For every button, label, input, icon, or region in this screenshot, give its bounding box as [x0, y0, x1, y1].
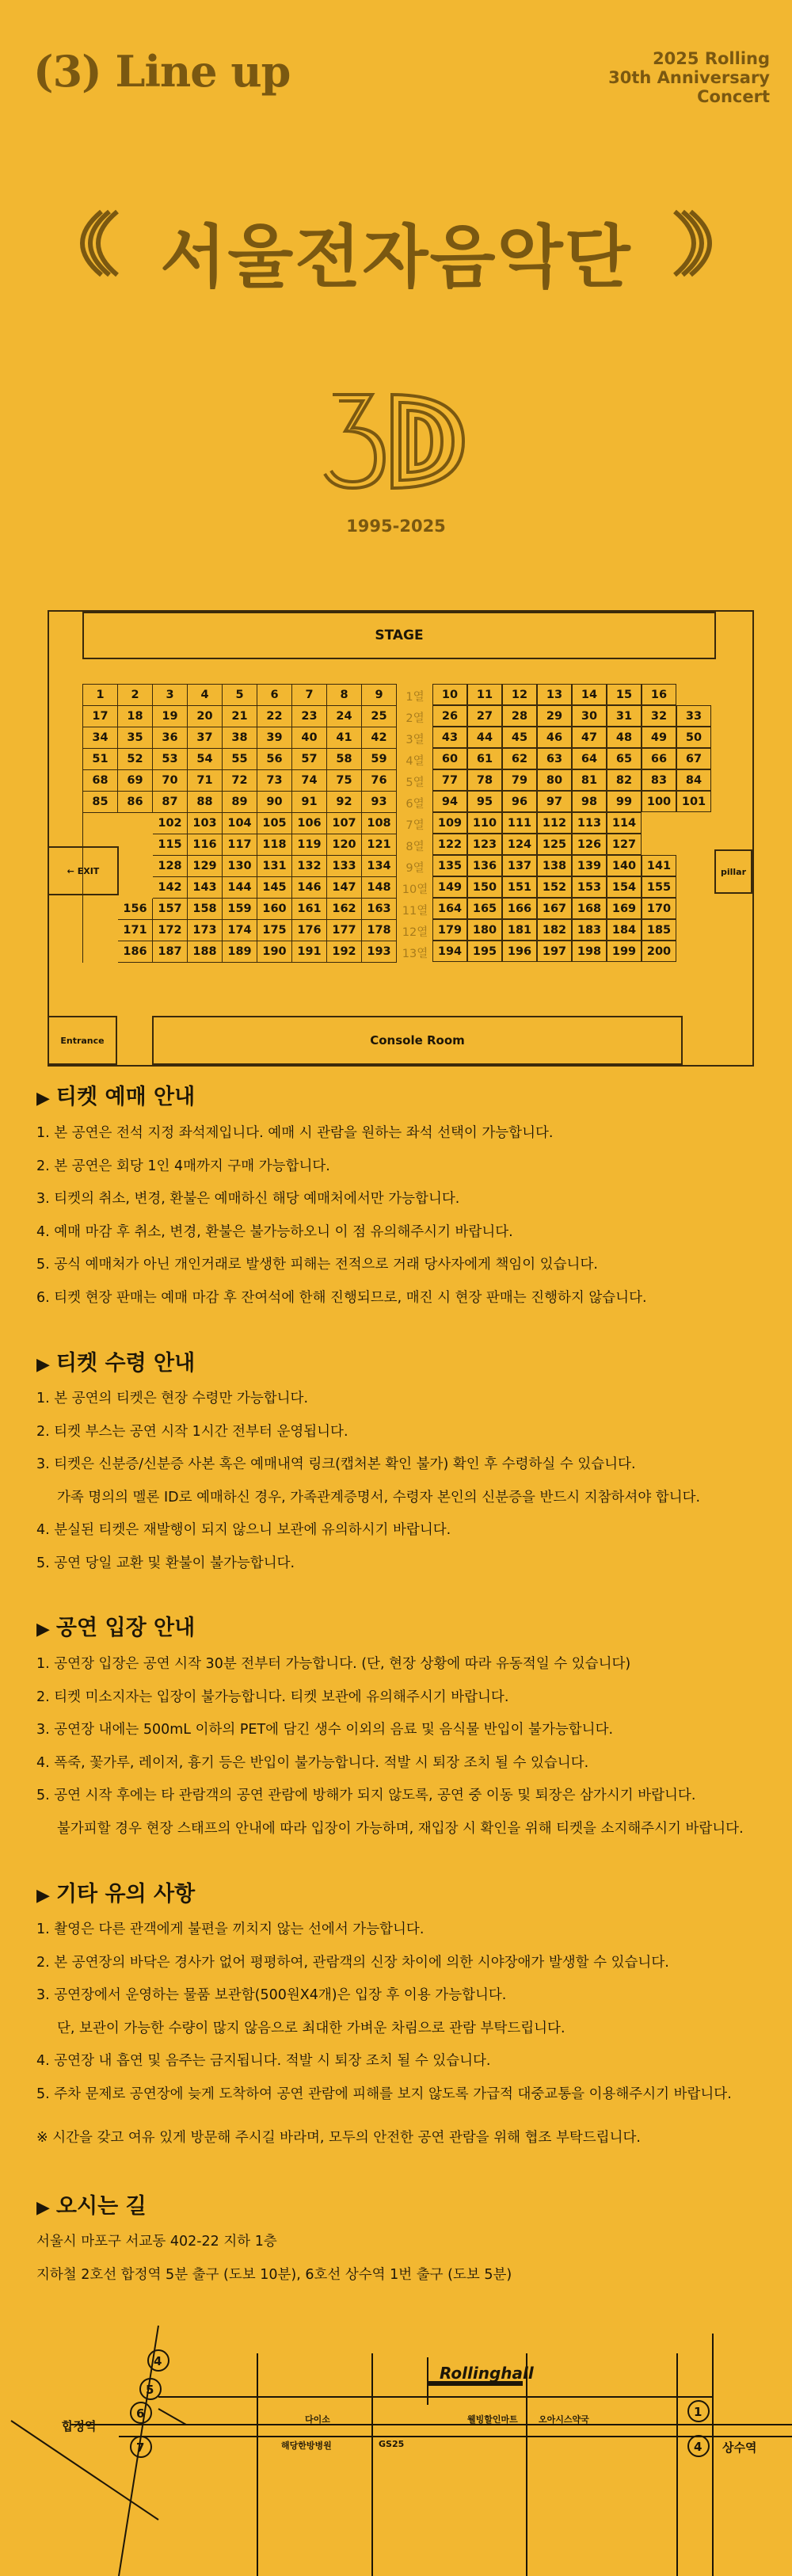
exit-badge: 5	[146, 2383, 154, 2397]
section-number: (3)	[33, 46, 101, 97]
seat: 7	[292, 685, 327, 706]
seat: 56	[257, 749, 292, 770]
seat: 113	[572, 812, 607, 834]
seat: 64	[572, 748, 607, 769]
sangsu-station: 상수역	[722, 2441, 757, 2455]
seat: 127	[607, 834, 642, 855]
list-item: 2. 본 공연장의 바닥은 경사가 없어 평평하여, 관람객의 신장 차이에 의한 시야장애가 발생할 수 있습니다.	[36, 1954, 669, 1971]
seat: 173	[188, 920, 223, 941]
seat: 135	[432, 855, 467, 876]
seat: 62	[502, 748, 537, 769]
seat: 97	[537, 791, 572, 812]
seat: 151	[502, 876, 537, 898]
row-label: 1열	[406, 691, 425, 704]
seat: 47	[572, 727, 607, 748]
section-list	[36, 1914, 732, 2112]
seat: 157	[153, 899, 188, 920]
list-item: 2. 티켓 부스는 공연 시작 1시간 전부터 운영됩니다.	[36, 1423, 348, 1440]
seat: 171	[118, 920, 153, 941]
seat: 2	[118, 685, 153, 706]
exit: ← EXIT	[48, 846, 119, 895]
seat: 108	[362, 813, 397, 834]
seat: 160	[257, 899, 292, 920]
seat: 149	[432, 876, 467, 898]
seat: 132	[292, 856, 327, 877]
seat: 11	[467, 684, 502, 705]
seat: 14	[572, 684, 607, 705]
seat: 82	[607, 769, 642, 791]
artist-name: 서울전자음악단	[160, 218, 632, 297]
seat: 136	[467, 855, 502, 876]
seat: 114	[607, 812, 642, 834]
seat: 154	[607, 876, 642, 898]
seat: 187	[153, 941, 188, 963]
seat: 57	[292, 749, 327, 770]
seat: 159	[223, 899, 257, 920]
seat: 188	[188, 941, 223, 963]
seat: 164	[432, 898, 467, 919]
list-item: 2. 티켓 미소지자는 입장이 불가능합니다. 티켓 보관에 유의해주시기 바랍니다.	[36, 1689, 509, 1705]
seat: 8	[327, 685, 362, 706]
pharmacy-label: 오아시스약국	[539, 2414, 589, 2425]
list-item: 4. 분실된 티켓은 재발행이 되지 않으니 보관에 유의하시기 바랍니다.	[36, 1522, 451, 1539]
seat: 200	[642, 941, 676, 962]
daiso-label: 다이소	[305, 2414, 330, 2425]
seat: 174	[223, 920, 257, 941]
seat: 65	[607, 748, 642, 769]
notice: ※ 시간을 갖고 여유 있게 방문해 주시길 바라며, 모두의 안전한 공연 관람을 위해 협조 부탁드립니다.	[36, 2130, 641, 2146]
row-label: 10열	[402, 883, 428, 896]
seat: 28	[502, 705, 537, 727]
seat: 85	[83, 792, 118, 813]
seat: 192	[327, 941, 362, 963]
seat: 130	[223, 856, 257, 877]
seat: 150	[467, 876, 502, 898]
seat: 31	[607, 705, 642, 727]
seat: 162	[327, 899, 362, 920]
seat: 81	[572, 769, 607, 791]
seat: 93	[362, 792, 397, 813]
seat: 105	[257, 813, 292, 834]
seat: 4	[188, 685, 223, 706]
exit-badge: 1	[694, 2405, 703, 2419]
lineup-label: Line up	[115, 46, 291, 97]
seat: 18	[118, 706, 153, 727]
list-item: 가족 명의의 멜론 ID로 예매하신 경우, 가족관계증명서, 수령자 본인의 신분증을 반드시 지참하셔야 합니다.	[57, 1489, 701, 1506]
seat: 120	[327, 834, 362, 856]
seat: 53	[153, 749, 188, 770]
seat: 133	[327, 856, 362, 877]
seat: 76	[362, 770, 397, 792]
seat: 27	[467, 705, 502, 727]
seat: 44	[467, 727, 502, 748]
seat: 69	[118, 770, 153, 792]
seat: 68	[83, 770, 118, 792]
list-item: 5. 공식 예매처가 아닌 개인거래로 발생한 피해는 전적으로 거래 당사자에게 책임이 있습니다.	[36, 1257, 598, 1273]
row-label: 6열	[406, 798, 425, 811]
seat: 111	[502, 812, 537, 834]
seat: 48	[607, 727, 642, 748]
seat: 185	[642, 919, 676, 941]
seat: 36	[153, 727, 188, 749]
seat: 131	[257, 856, 292, 877]
seat: 41	[327, 727, 362, 749]
seat: 54	[188, 749, 223, 770]
seat: 145	[257, 877, 292, 899]
seat: 102	[153, 813, 188, 834]
seat: 20	[188, 706, 223, 727]
seat: 71	[188, 770, 223, 792]
list-item: 1. 본 공연의 티켓은 현장 수령만 가능합니다.	[36, 1391, 309, 1406]
seat: 143	[188, 877, 223, 899]
gs25-label: GS25	[379, 2439, 405, 2449]
seat: 179	[432, 919, 467, 941]
section-title	[33, 46, 290, 97]
seat: 197	[537, 941, 572, 962]
seat: 5	[223, 685, 257, 706]
list-item: 3. 티켓의 취소, 변경, 환불은 예매하신 해당 예매처에서만 가능합니다.	[36, 1191, 460, 1208]
seat: 196	[502, 941, 537, 962]
concert-label: 2025 Rolling 30th Anniversary Concert	[608, 49, 770, 106]
seat: 86	[118, 792, 153, 813]
seat: 35	[118, 727, 153, 749]
section-heading: ▶ 티켓 수령 안내	[36, 1351, 196, 1376]
exit-badge: 4	[694, 2440, 703, 2454]
seat: 74	[292, 770, 327, 792]
seat: 75	[327, 770, 362, 792]
seat: 37	[188, 727, 223, 749]
row-label: 5열	[406, 777, 425, 789]
hospital-label: 해당한방병원	[281, 2441, 332, 2451]
row-label: 3열	[406, 734, 425, 746]
stage: STAGE	[82, 612, 716, 659]
seat: 70	[153, 770, 188, 792]
seat: 134	[362, 856, 397, 877]
seat: 155	[642, 876, 676, 898]
section-heading: ▶ 오시는 길	[36, 2194, 147, 2219]
venue-label: Rollinghall	[440, 2364, 534, 2383]
seat: 52	[118, 749, 153, 770]
seat: 139	[572, 855, 607, 876]
seat: 95	[467, 791, 502, 812]
seat: 63	[537, 748, 572, 769]
seat: 72	[223, 770, 257, 792]
seat: 24	[327, 706, 362, 727]
address: 서울시 마포구 서교동 402-22 지하 1층	[36, 2234, 277, 2250]
seat: 43	[432, 727, 467, 748]
list-item: 5. 공연 당일 교환 및 환불이 불가능합니다.	[36, 1555, 295, 1571]
seat: 50	[676, 727, 711, 748]
seat: 29	[537, 705, 572, 727]
seat: 112	[537, 812, 572, 834]
seat: 115	[153, 834, 188, 856]
seat: 61	[467, 748, 502, 769]
list-item: 5. 공연 시작 후에는 타 관람객의 공연 관람에 방해가 되지 않도록, 공연 중 이동 및 퇴장은 삼가시기 바랍니다.	[36, 1788, 696, 1804]
seat: 40	[292, 727, 327, 749]
seat-map	[48, 610, 754, 1067]
seat: 46	[537, 727, 572, 748]
seat: 128	[153, 856, 188, 877]
seat: 78	[467, 769, 502, 791]
seat: 67	[676, 748, 711, 769]
artist-banner	[0, 194, 792, 297]
transit-info: 지하철 2호선 합정역 5분 출구 (도보 10분), 6호선 상수역 1번 출구 (도보 5분)	[36, 2267, 512, 2283]
row-label: 7열	[406, 819, 425, 832]
seat: 140	[607, 855, 642, 876]
seat: 121	[362, 834, 397, 856]
seat: 182	[537, 919, 572, 941]
location-map	[0, 2318, 792, 2576]
section-list	[36, 1383, 700, 1581]
seat: 13	[537, 684, 572, 705]
seat: 161	[292, 899, 327, 920]
row-label: 12열	[402, 926, 428, 939]
exit-badge: 7	[136, 2441, 145, 2455]
row-label: 11열	[402, 905, 428, 918]
seat: 177	[327, 920, 362, 941]
list-item: 불가피할 경우 현장 스태프의 안내에 따라 입장이 가능하며, 재입장 시 확인을 위해 티켓을 소지해주시기 바랍니다.	[57, 1820, 744, 1837]
seat: 84	[676, 769, 711, 791]
seat: 30	[572, 705, 607, 727]
seat: 107	[327, 813, 362, 834]
seat: 126	[572, 834, 607, 855]
seat: 3	[153, 685, 188, 706]
seat: 80	[537, 769, 572, 791]
seat: 199	[607, 941, 642, 962]
list-item: 4. 예매 마감 후 취소, 변경, 환불은 불가능하오니 이 점 유의해주시기 바랍니다.	[36, 1223, 513, 1240]
section-heading: ▶ 공연 입장 안내	[36, 1616, 196, 1640]
exit-badge: 6	[136, 2406, 145, 2421]
logo-text: 30	[396, 442, 398, 443]
seat: 116	[188, 834, 223, 856]
seat: 156	[118, 899, 153, 920]
seat: 103	[188, 813, 223, 834]
row-label: 13열	[402, 948, 428, 960]
seat: 186	[118, 941, 153, 963]
seat: 118	[257, 834, 292, 856]
seat: 99	[607, 791, 642, 812]
seat: 165	[467, 898, 502, 919]
seat: 58	[327, 749, 362, 770]
list-item: 3. 티켓은 신분증/신분증 사본 혹은 예매내역 링크(캡처본 확인 불가) 확인 후 수령하실 수 있습니다.	[36, 1456, 636, 1473]
seat: 191	[292, 941, 327, 963]
seat: 129	[188, 856, 223, 877]
seat: 33	[676, 705, 711, 727]
seat: 170	[642, 898, 676, 919]
seat: 158	[188, 899, 223, 920]
seat: 194	[432, 941, 467, 962]
seat: 55	[223, 749, 257, 770]
seat: 183	[572, 919, 607, 941]
anniversary-logo	[317, 379, 475, 498]
row-label: 2열	[406, 712, 425, 725]
seat: 163	[362, 899, 397, 920]
hapjeong-station: 합정역	[62, 2419, 97, 2433]
seat: 90	[257, 792, 292, 813]
seat: 45	[502, 727, 537, 748]
row-label: 9열	[406, 862, 425, 875]
seat: 19	[153, 706, 188, 727]
section-list	[36, 1117, 647, 1315]
seat: 189	[223, 941, 257, 963]
seat: 109	[432, 812, 467, 834]
seat: 83	[642, 769, 676, 791]
seat: 59	[362, 749, 397, 770]
seat: 175	[257, 920, 292, 941]
seat: 141	[642, 855, 676, 876]
seat: 137	[502, 855, 537, 876]
seat: 100	[642, 791, 676, 812]
seat: 49	[642, 727, 676, 748]
seat: 193	[362, 941, 397, 963]
seat: 22	[257, 706, 292, 727]
list-item: 6. 티켓 현장 판매는 예매 마감 후 잔여석에 한해 진행되므로, 매진 시 현장 판매는 진행하지 않습니다.	[36, 1289, 647, 1306]
seat: 142	[153, 877, 188, 899]
section-heading: ▶ 기타 유의 사항	[36, 1882, 196, 1906]
seat: 87	[153, 792, 188, 813]
row-label: 4열	[406, 755, 425, 768]
list-item: 3. 공연장 내에는 500mL 이하의 PET에 담긴 생수 이외의 음료 및 음식물 반입이 불가능합니다.	[36, 1722, 614, 1738]
seat: 15	[607, 684, 642, 705]
seat: 169	[607, 898, 642, 919]
seat: 6	[257, 685, 292, 706]
seat: 166	[502, 898, 537, 919]
entrance: Entrance	[48, 1016, 117, 1065]
list-item: 5. 주차 문제로 공연장에 늦게 도착하여 공연 관람에 피해를 보지 않도록 가급적 대중교통을 이용해주시기 바랍니다.	[36, 2086, 732, 2102]
seat: 148	[362, 877, 397, 899]
seat: 77	[432, 769, 467, 791]
seat: 79	[502, 769, 537, 791]
mart-label: 웰빙할인마트	[467, 2414, 518, 2425]
seat: 60	[432, 748, 467, 769]
seat: 138	[537, 855, 572, 876]
seat: 195	[467, 941, 502, 962]
seat: 180	[467, 919, 502, 941]
seat: 123	[467, 834, 502, 855]
seat: 21	[223, 706, 257, 727]
seat: 23	[292, 706, 327, 727]
seat: 167	[537, 898, 572, 919]
seat: 144	[223, 877, 257, 899]
seat: 106	[292, 813, 327, 834]
years-label: 1995-2025	[346, 517, 446, 536]
seat: 119	[292, 834, 327, 856]
section-list	[36, 1648, 744, 1846]
seat: 124	[502, 834, 537, 855]
seat: 39	[257, 727, 292, 749]
seat: 17	[83, 706, 118, 727]
seat: 153	[572, 876, 607, 898]
seat: 98	[572, 791, 607, 812]
seat: 117	[223, 834, 257, 856]
list-item: 4. 공연장 내 흡연 및 음주는 금지됩니다. 적발 시 퇴장 조치 될 수 있습니다.	[36, 2053, 491, 2070]
seat: 25	[362, 706, 397, 727]
seat: 104	[223, 813, 257, 834]
seat: 73	[257, 770, 292, 792]
seat: 184	[607, 919, 642, 941]
seat: 152	[537, 876, 572, 898]
seat-block-right	[432, 684, 711, 962]
seat: 101	[676, 791, 711, 812]
seat: 122	[432, 834, 467, 855]
list-item: 4. 폭죽, 꽃가루, 레이저, 흉기 등은 반입이 불가능합니다. 적발 시 퇴장 조치 될 수 있습니다.	[36, 1754, 589, 1771]
seat: 110	[467, 812, 502, 834]
seat: 181	[502, 919, 537, 941]
seat: 172	[153, 920, 188, 941]
seat: 26	[432, 705, 467, 727]
pillar: pillar	[714, 849, 752, 894]
seat: 96	[502, 791, 537, 812]
seat: 89	[223, 792, 257, 813]
exit-badge: 4	[154, 2354, 162, 2368]
seat: 91	[292, 792, 327, 813]
section-heading: ▶ 티켓 예매 안내	[36, 1085, 196, 1109]
list-item: 1. 본 공연은 전석 지정 좌석제입니다. 예매 시 관람을 원하는 좌석 선택이 가능합니다.	[36, 1125, 554, 1141]
seat: 176	[292, 920, 327, 941]
seat: 66	[642, 748, 676, 769]
seat: 198	[572, 941, 607, 962]
seat: 147	[327, 877, 362, 899]
seat: 12	[502, 684, 537, 705]
list-item: 1. 공연장 입장은 공연 시작 30분 전부터 가능합니다. (단, 현장 상황에 따라 유동적일 수 있습니다)	[36, 1656, 631, 1672]
seat: 168	[572, 898, 607, 919]
seat: 94	[432, 791, 467, 812]
console-room: Console Room	[152, 1016, 683, 1065]
seat: 190	[257, 941, 292, 963]
seat-block-left	[82, 684, 397, 963]
seat: 38	[223, 727, 257, 749]
seat: 34	[83, 727, 118, 749]
seat: 88	[188, 792, 223, 813]
seat: 125	[537, 834, 572, 855]
list-item: 2. 본 공연은 회당 1인 4매까지 구매 가능합니다.	[36, 1158, 330, 1174]
seat: 32	[642, 705, 676, 727]
seat: 42	[362, 727, 397, 749]
seat: 1	[83, 685, 118, 706]
list-item: 3. 공연장에서 운영하는 물품 보관함(500원X4개)은 입장 후 이용 가능합니다.	[36, 1987, 507, 2004]
seat: 16	[642, 684, 676, 705]
seat: 92	[327, 792, 362, 813]
seat: 10	[432, 684, 467, 705]
seat: 178	[362, 920, 397, 941]
list-item: 1. 촬영은 다른 관객에게 불편을 끼치지 않는 선에서 가능합니다.	[36, 1922, 425, 1937]
seat: 146	[292, 877, 327, 899]
seat: 9	[362, 685, 397, 706]
seat: 51	[83, 749, 118, 770]
list-item: 단, 보관이 가능한 수량이 많지 않음으로 최대한 가벼운 차림으로 관람 부탁드립니다.	[57, 2020, 565, 2036]
row-label: 8열	[406, 841, 425, 853]
